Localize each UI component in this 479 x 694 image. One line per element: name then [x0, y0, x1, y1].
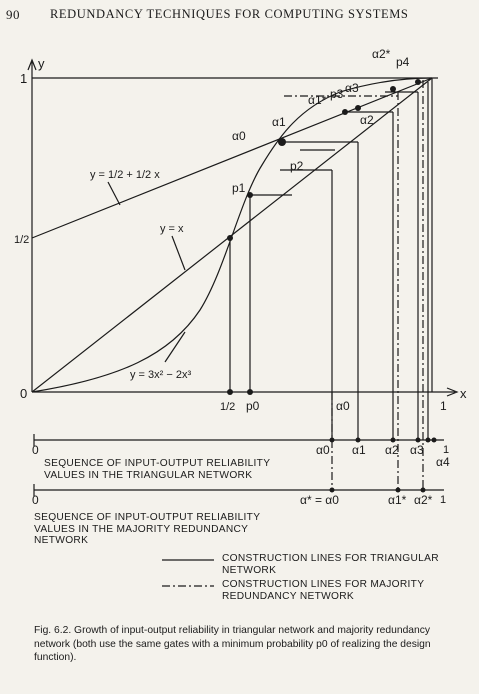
majority-sequence-description: SEQUENCE OF INPUT-OUTPUT RELIABILITY VALUES IN THE MAJORITY REDUNDANCY NETWORK	[34, 512, 261, 546]
curve-point	[247, 192, 253, 198]
half-line-label: y = 1/2 + 1/2 x	[90, 169, 160, 181]
seq-dot	[416, 438, 421, 443]
curve-pointer	[108, 182, 120, 205]
seq-maj-start: 0	[32, 493, 39, 507]
axis-dot	[247, 389, 253, 395]
point-label-p2: p2	[290, 159, 304, 173]
triangular-sequence-description: SEQUENCE OF INPUT-OUTPUT RELIABILITY VALUES IN THE TRIANGULAR NETWORK	[44, 458, 271, 481]
point-label-p1: p1	[232, 181, 246, 195]
curve-point	[390, 86, 396, 92]
curve-point	[227, 235, 233, 241]
x-tick-one: 1	[440, 399, 447, 413]
diagonal-label: y = x	[160, 223, 184, 235]
point-label-p3: p3	[330, 87, 344, 101]
seq-maj-point: α2*	[414, 493, 433, 507]
seq-tri-point: α3	[410, 443, 424, 457]
page-number: 90	[6, 7, 20, 22]
axis-dot	[227, 389, 233, 395]
seq-maj-point: α* = α0	[300, 493, 339, 507]
curve-pointer	[172, 236, 185, 270]
seq-dot	[432, 438, 437, 443]
seq-dot	[356, 438, 361, 443]
point-label-alpha2: α2	[360, 113, 374, 127]
x-tick-alpha0: α0	[336, 399, 350, 413]
origin-label: 0	[20, 386, 28, 401]
y-tick-one: 1	[20, 71, 28, 86]
y-tick-half: 1/2	[14, 234, 30, 246]
seq-dot	[426, 438, 431, 443]
y-axis-label: y	[38, 56, 45, 71]
point-label-alpha1-star: α1*	[308, 93, 327, 107]
point-label-alpha3: α3	[345, 81, 359, 95]
seq-maj-point: α1*	[388, 493, 407, 507]
seq-dot	[421, 488, 426, 493]
seq-dot	[330, 488, 335, 493]
half-line-curve	[32, 78, 432, 238]
legend-dashed-label: CONSTRUCTION LINES FOR MAJORITY REDUNDANCY NETWORK	[222, 579, 425, 602]
x-tick-half: 1/2	[220, 401, 236, 413]
figure-caption: Fig. 6.2. Growth of input-output reliability in triangular network and majority redundancy network (both use the same gates with a minimum probability p0 of realizing the design function).	[34, 625, 431, 663]
curve-point	[415, 79, 421, 85]
running-head: REDUNDANCY TECHNIQUES FOR COMPUTING SYSTEMS	[50, 7, 409, 21]
point-label-p4: p4	[396, 55, 410, 69]
cubic-label: y = 3x² − 2x³	[130, 369, 192, 381]
seq-dot	[396, 488, 401, 493]
x-tick-p0: p0	[246, 399, 260, 413]
seq-tri-end: 1	[443, 444, 450, 456]
point-label-alpha0: α0	[232, 129, 246, 143]
seq-tri-point: α4	[436, 455, 450, 469]
curve-point	[278, 138, 286, 146]
curve-pointer	[165, 332, 185, 362]
x-axis-label: x	[460, 386, 467, 401]
seq-dot	[330, 438, 335, 443]
seq-maj-end: 1	[440, 494, 447, 506]
curve-point	[342, 109, 348, 115]
seq-tri-point: α2	[385, 443, 399, 457]
point-label-alpha2-star: α2*	[372, 47, 391, 61]
seq-tri-start: 0	[32, 443, 39, 457]
seq-dot	[391, 438, 396, 443]
legend-solid-label: CONSTRUCTION LINES FOR TRIANGULAR NETWORK	[222, 553, 439, 576]
seq-tri-point: α0	[316, 443, 330, 457]
curve-point	[355, 105, 361, 111]
seq-tri-point: α1	[352, 443, 366, 457]
point-label-alpha1: α1	[272, 115, 286, 129]
